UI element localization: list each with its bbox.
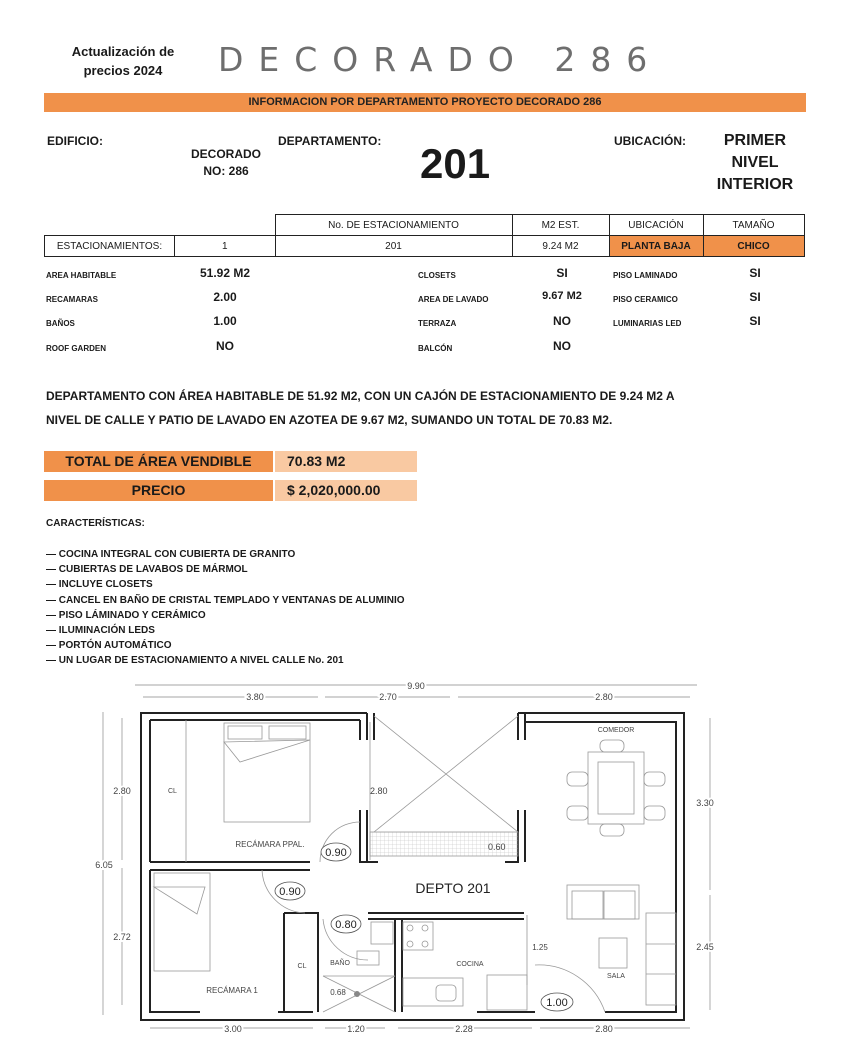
door-master: 0.90 <box>325 847 347 859</box>
spec-label: PISO CERAMICO <box>613 295 678 304</box>
door-bedroom-1: 0.90 <box>279 886 301 898</box>
feature-item: — PORTÓN AUTOMÁTICO <box>46 640 172 652</box>
spec-label: LUMINARIAS LED <box>613 319 682 328</box>
door-labels <box>275 843 573 1011</box>
edificio-line1: DECORADO <box>190 147 261 161</box>
ubicacion-label: UBICACIÓN: <box>614 134 686 148</box>
room-bedroom-1: RECÁMARA 1 <box>206 986 258 995</box>
update-note-line2: precios 2024 <box>83 63 163 78</box>
open-void <box>374 716 518 832</box>
double-bed-icon <box>224 723 310 822</box>
dim-laundry: 0.60 <box>488 842 506 852</box>
parking-row-label: ESTACIONAMIENTOS: <box>45 236 175 257</box>
single-bed-icon <box>154 873 210 971</box>
spec-value: SI <box>749 290 761 304</box>
dim-left-total: 6.05 <box>95 860 113 870</box>
parking-count: 1 <box>175 236 276 257</box>
dim-left-lower: 2.72 <box>113 932 131 942</box>
info-banner: INFORMACION POR DEPARTAMENTO PROYECTO DECORADO 286 <box>44 93 806 112</box>
dim-total-width: 9.90 <box>407 681 425 691</box>
brand-title: DECORADO 286 <box>218 40 663 79</box>
price-value: $ 2,020,000.00 <box>275 480 417 501</box>
spec-value: NO <box>553 339 571 353</box>
dim-bottom-a: 3.00 <box>224 1024 242 1034</box>
dim-right-upper: 3.30 <box>696 798 714 808</box>
parking-header-number: No. DE ESTACIONAMIENTO <box>275 215 512 236</box>
floor-plan <box>90 672 720 1042</box>
spec-value: SI <box>749 314 761 328</box>
feature-item: — PISO LÁMINADO Y CERÁMICO <box>46 609 206 621</box>
spec-value: NO <box>216 339 234 353</box>
dining-table-icon <box>567 740 665 836</box>
spec-label: ROOF GARDEN <box>46 344 106 353</box>
total-area-label: TOTAL DE ÁREA VENDIBLE <box>44 451 273 472</box>
edificio-line2: NO: 286 <box>203 164 249 178</box>
total-area-value: 70.83 M2 <box>275 451 417 472</box>
parking-header-row <box>45 215 805 236</box>
dim-bottom-b: 1.20 <box>347 1024 365 1034</box>
feature-item: — COCINA INTEGRAL CON CUBIERTA DE GRANITO <box>46 549 296 560</box>
ubicacion-line3: INTERIOR <box>716 176 794 193</box>
dim-shower: 0.68 <box>330 988 346 997</box>
description <box>46 384 746 432</box>
spec-label: AREA DE LAVADO <box>418 295 489 304</box>
features-title: CARACTERÍSTICAS: <box>46 518 145 529</box>
parking-header-location: UBICACIÓN <box>609 215 703 236</box>
price-update-note <box>58 42 188 80</box>
spec-value: 1.00 <box>213 314 237 328</box>
edificio-label: EDIFICIO: <box>47 134 103 148</box>
dim-top-a: 3.80 <box>246 692 264 702</box>
walls <box>141 713 684 1020</box>
spec-label: PISO LAMINADO <box>613 271 678 280</box>
dim-void: 2.80 <box>370 786 388 796</box>
spec-label: BALCÓN <box>418 344 453 353</box>
edificio-value <box>180 146 272 180</box>
dim-top-c: 2.80 <box>595 692 613 702</box>
dim-top-b: 2.70 <box>379 692 397 702</box>
parking-row <box>45 236 805 257</box>
parking-location: PLANTA BAJA <box>609 236 703 257</box>
plan-title: DEPTO 201 <box>415 880 491 896</box>
features-list <box>46 547 405 669</box>
spec-value: SI <box>556 266 568 280</box>
feature-item: — CUBIERTAS DE LAVABOS DE MÁRMOL <box>46 564 248 576</box>
description-line1: DEPARTAMENTO CON ÁREA HABITABLE DE 51.92 M2, CON UN CAJÓN DE ESTACIONAMIENTO DE 9.24 M2 A <box>46 389 675 403</box>
spec-value: 9.67 M2 <box>542 290 582 302</box>
parking-table <box>44 214 805 257</box>
parking-m2: 9.24 M2 <box>512 236 609 257</box>
spec-label: RECAMARAS <box>46 295 98 304</box>
dim-bottom-c: 2.28 <box>455 1024 473 1034</box>
room-kitchen: COCINA <box>456 961 484 968</box>
room-dining: COMEDOR <box>597 727 635 734</box>
dim-left-upper: 2.80 <box>113 786 131 796</box>
room-living: SALA <box>607 973 625 980</box>
spec-label: CLOSETS <box>418 271 456 280</box>
door-bathroom: 0.80 <box>335 919 357 931</box>
bathroom-fixtures <box>323 922 395 1012</box>
update-note-line1: Actualización de <box>71 44 175 59</box>
price-label: PRECIO <box>44 480 273 501</box>
description-line2: NIVEL DE CALLE Y PATIO DE LAVADO EN AZOTEA DE 9.67 M2, SUMANDO UN TOTAL DE 70.83 M2. <box>46 413 613 427</box>
spec-value: SI <box>749 266 761 280</box>
spec-value: NO <box>553 314 571 328</box>
feature-item: — CANCEL EN BAÑO DE CRISTAL TEMPLADO Y VENTANAS DE ALUMINIO <box>46 594 405 606</box>
parking-header-m2: M2 EST. <box>512 215 609 236</box>
feature-item: — INCLUYE CLOSETS <box>46 579 153 591</box>
room-closet-master: CL <box>168 788 177 795</box>
parking-number: 201 <box>275 236 512 257</box>
door-entry: 1.00 <box>546 997 568 1009</box>
room-master-bedroom: RECÁMARA PPAL. <box>235 840 305 849</box>
feature-item: — UN LUGAR DE ESTACIONAMIENTO A NIVEL CALLE No. 201 <box>46 655 344 667</box>
ubicacion-value <box>710 130 800 196</box>
spec-value: 2.00 <box>213 290 237 304</box>
room-closet-1: CL <box>297 963 307 970</box>
parking-header-size: TAMAÑO <box>703 215 804 236</box>
parking-size: CHICO <box>703 236 804 257</box>
spec-label: BAÑOS <box>46 319 75 328</box>
ubicacion-line2: NIVEL <box>731 154 779 171</box>
spec-label: TERRAZA <box>418 319 457 328</box>
departamento-number: 201 <box>420 140 491 187</box>
dim-hall: 1.25 <box>532 943 548 952</box>
ubicacion-line1: PRIMER <box>723 132 787 149</box>
room-bathroom: BAÑO <box>330 960 350 967</box>
departamento-label: DEPARTAMENTO: <box>278 134 382 148</box>
dim-right-lower: 2.45 <box>696 942 714 952</box>
spec-label: AREA HABITABLE <box>46 271 117 280</box>
spec-value: 51.92 M2 <box>199 266 251 280</box>
sofa-icon <box>567 885 676 1005</box>
feature-item: — ILUMINACIÓN LEDS <box>46 625 155 637</box>
dim-bottom-d: 2.80 <box>595 1024 613 1034</box>
